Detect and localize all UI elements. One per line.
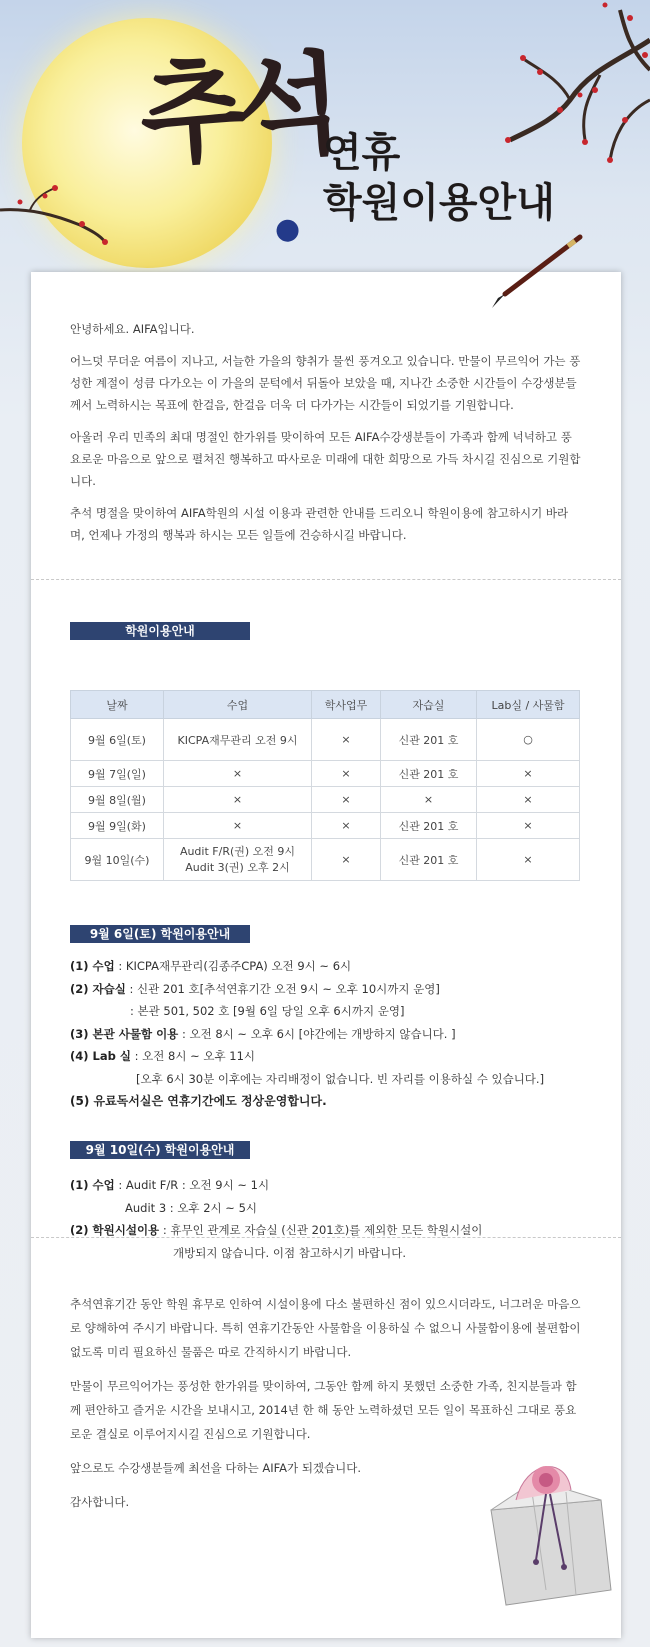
column-header: 자습실 xyxy=(381,691,477,719)
detail-text: : 본관 501, 502 호 [9월 6일 당일 오후 6시까지 운영] xyxy=(130,1004,405,1018)
closing-paragraph-4: 감사합니다. xyxy=(70,1495,130,1509)
table-cell: × xyxy=(381,787,477,813)
plum-branch-left xyxy=(0,180,110,250)
detail-row xyxy=(70,1219,482,1242)
detail-row xyxy=(70,1197,482,1220)
table-cell: × xyxy=(312,839,381,881)
detail-text: [오후 6시 30분 이후에는 자리배정이 없습니다. 빈 자리를 이용하실 수 있습니다.] xyxy=(136,1071,545,1086)
detail-row xyxy=(70,1000,544,1023)
intro-paragraph-1: 어느덧 무더운 여름이 지나고, 서늘한 가을의 향취가 물씬 풍겨오고 있습니다. 만물이 무르익어 가는 풍성한 계절이 성큼 다가오는 이 가을의 문턱에서 뒤돌아 보았을 때, 지나간 소중한 시간들이 수강생분들께서 노력하시는 목표에 한걸음, 한걸음 더욱 더 다가가는 시간들이 되었기를 기원합니다. xyxy=(70,354,581,412)
table-cell: × xyxy=(312,761,381,787)
detail-text: : 오전 8시 ~ 오후 6시 [야간에는 개방하지 않습니다. ] xyxy=(178,1026,456,1041)
table-row xyxy=(71,787,580,813)
table-cell: × xyxy=(477,813,580,839)
table-cell: × xyxy=(164,813,312,839)
table-cell: 신관 201 호 xyxy=(381,813,477,839)
table-cell: × xyxy=(477,761,580,787)
divider xyxy=(31,1237,621,1238)
detail-label: (4) Lab 실 xyxy=(70,1049,131,1063)
schedule-section-title: 학원이용안내 xyxy=(70,622,250,640)
table-cell: KICPA재무관리 오전 9시 xyxy=(164,719,312,761)
table-cell: 9월 7일(일) xyxy=(71,761,164,787)
schedule-table xyxy=(70,690,580,881)
table-row xyxy=(71,761,580,787)
table-cell: 9월 6일(토) xyxy=(71,719,164,761)
page-title xyxy=(323,128,555,228)
blue-accent-dot xyxy=(276,219,299,242)
intro-section xyxy=(70,318,581,556)
table-cell: Audit F/R(권) 오전 9시 Audit 3(권) 오후 2시 xyxy=(164,839,312,881)
column-header: 날짜 xyxy=(71,691,164,719)
table-cell: 9월 10일(수) xyxy=(71,839,164,881)
column-header: 수업 xyxy=(164,691,312,719)
detail-label: (2) 학원시설이용 xyxy=(70,1223,160,1237)
table-cell: × xyxy=(312,787,381,813)
detail-text: : 신관 201 호[추석연휴기간 오전 9시 ~ 오후 10시까지 운영] xyxy=(125,981,440,996)
table-cell: 9월 9일(화) xyxy=(71,813,164,839)
table-row xyxy=(71,839,580,881)
table-cell: × xyxy=(164,761,312,787)
detail-row xyxy=(70,1090,544,1113)
detail-row xyxy=(70,1045,544,1068)
sep6-section-title: 9월 6일(토) 학원이용안내 xyxy=(70,925,250,943)
detail-label: (2) 자습실 xyxy=(70,981,126,996)
detail-label: (1) 수업 xyxy=(70,959,115,973)
title-line-1: 연휴 xyxy=(323,130,401,176)
detail-row xyxy=(70,1023,544,1046)
detail-row xyxy=(70,978,544,1001)
table-cell: ○ xyxy=(477,719,580,761)
detail-label: (5) 유료독서실은 연휴기간에도 정상운영합니다. xyxy=(70,1094,327,1108)
table-cell: × xyxy=(477,787,580,813)
closing-paragraph-3: 앞으로도 수강생분들께 최선을 다하는 AIFA가 되겠습니다. xyxy=(70,1461,362,1475)
detail-text: : Audit F/R : 오전 9시 ~ 1시 xyxy=(114,1178,270,1192)
detail-text: Audit 3 : 오후 2시 ~ 5시 xyxy=(125,1200,257,1215)
column-header: Lab실 / 사물함 xyxy=(477,691,580,719)
table-cell: × xyxy=(312,719,381,761)
sep10-section-title: 9월 10일(수) 학원이용안내 xyxy=(70,1141,250,1159)
detail-text: : 휴무인 관계로 자습실 (신관 201호)를 제외한 모든 학원시설이 xyxy=(159,1223,483,1237)
table-cell: 신관 201 호 xyxy=(381,719,477,761)
column-header: 학사업무 xyxy=(312,691,381,719)
divider xyxy=(31,579,621,580)
detail-label: (3) 본관 사물함 이용 xyxy=(70,1026,179,1041)
gift-bundle-illustration xyxy=(476,1440,616,1610)
table-cell: 9월 8일(월) xyxy=(71,787,164,813)
sep10-details xyxy=(70,1174,482,1264)
detail-row xyxy=(70,1242,482,1265)
intro-paragraph-3: 추석 명절을 맞이하여 AIFA학원의 시설 이용과 관련한 안내를 드리오니 학원이용에 참고하시기 바라며, 언제나 가정의 행복과 하시는 모든 일들에 건승하시길 바랍니다. xyxy=(70,506,569,542)
table-cell: 신관 201 호 xyxy=(381,839,477,881)
detail-row xyxy=(70,1174,482,1197)
detail-text: : KICPA재무관리(김종주CPA) 오전 9시 ~ 6시 xyxy=(114,959,352,973)
closing-paragraph-2: 만물이 무르익어가는 풍성한 한가위를 맞이하여, 그동안 함께 하지 못했던 소중한 가족, 친지분들과 함께 편안하고 즐거운 시간을 보내시고, 2014년 한 해 동안 노력하셨던 모든 일이 목표하신 그대로 풍요로운 결실로 이루어지시길 진심으로 기원합니다. xyxy=(70,1379,577,1441)
detail-row xyxy=(70,1068,544,1091)
table-cell: × xyxy=(477,839,580,881)
content-card xyxy=(31,272,621,1638)
table-header-row xyxy=(71,691,580,719)
table-cell: × xyxy=(312,813,381,839)
table-cell: 신관 201 호 xyxy=(381,761,477,787)
intro-paragraph-2: 아울러 우리 민족의 최대 명절인 한가위를 맞이하여 모든 AIFA수강생분들이 가족과 함께 넉넉하고 풍요로운 마음으로 앞으로 펼쳐진 행복하고 따사로운 미래에 대한 희망으로 가득 차시길 진심으로 기원합니다. xyxy=(70,430,581,488)
greeting-text: 안녕하세요. AIFA입니다. xyxy=(70,322,195,336)
detail-text: : 오전 8시 ~ 오후 11시 xyxy=(130,1049,255,1063)
calligraphy-title xyxy=(135,38,337,181)
sep6-details xyxy=(70,955,544,1113)
table-cell: × xyxy=(164,787,312,813)
closing-paragraph-1: 추석연휴기간 동안 학원 휴무로 인하여 시설이용에 다소 불편하신 점이 있으시더라도, 너그러운 마음으로 양해하여 주시기 바랍니다. 특히 연휴기간동안 사물함을 이용하실 수 없으니 사물함이용에 불편함이 없도록 미리 필요하신 물품은 따로 간직하시기 바랍니다. xyxy=(70,1297,581,1359)
detail-label: (1) 수업 xyxy=(70,1178,115,1192)
detail-text: 개방되지 않습니다. 이점 참고하시기 바랍니다. xyxy=(173,1245,407,1260)
title-line-2: 학원이용안내 xyxy=(323,180,555,226)
table-row xyxy=(71,719,580,761)
calligraphy-text: 추석 xyxy=(135,38,337,181)
detail-row xyxy=(70,955,544,978)
brush-illustration xyxy=(490,232,590,312)
table-row xyxy=(71,813,580,839)
